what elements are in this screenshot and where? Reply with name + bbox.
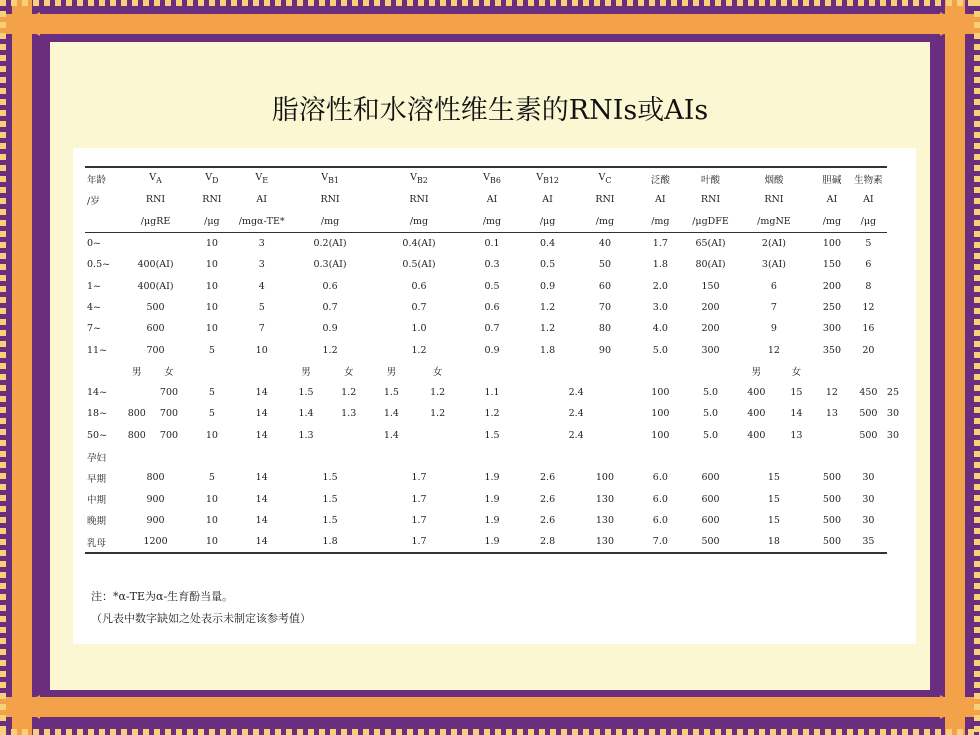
table-cell: 女 — [343, 367, 354, 379]
table-cell: $V_A$ — [123, 167, 187, 189]
table-row — [85, 510, 899, 531]
table-cell: RNI — [409, 194, 429, 206]
table-cell: 1200 — [123, 531, 187, 553]
table-cell: 900 — [146, 493, 165, 505]
table-cell: 60 — [598, 280, 611, 292]
table-cell: 200 — [822, 280, 841, 292]
table-cell: AI — [486, 194, 498, 206]
table-cell: 12 — [767, 344, 780, 356]
table-cell: AI — [863, 194, 874, 206]
table-cell: 7 — [770, 301, 777, 313]
table-cell: 15 — [767, 514, 780, 526]
table-cell: 1.7 — [411, 493, 427, 505]
table-cell: 1.2 — [411, 344, 427, 356]
table-cell: 0.9 — [484, 344, 500, 356]
table-cell: 700 — [159, 387, 179, 399]
table-cell: 100 — [651, 429, 670, 441]
table-cell — [325, 425, 373, 446]
table-cell: $V_D$ — [188, 167, 236, 189]
slide-title: 脂溶性和水溶性维生素的RNIs或AIs — [271, 95, 709, 126]
table-cell: /mg — [287, 211, 372, 233]
table-cell: 1.4 — [298, 408, 314, 420]
table-cell: 150 — [822, 259, 841, 271]
table-cell: /μg — [519, 211, 577, 233]
table-cell: 350 — [822, 344, 841, 356]
table-cell: $V_{B2}$ — [373, 167, 465, 189]
table-cell: 男 — [751, 367, 762, 379]
vitamin-rni-ai-table — [85, 166, 899, 554]
table-cell: 18~ — [87, 408, 108, 420]
table-cell: 400 — [747, 387, 766, 399]
frame-arrow-bottom-left — [18, 695, 40, 719]
table-cell — [188, 361, 236, 382]
table-cell: /mgα-TE* — [236, 211, 287, 233]
table-cell: 1.4 — [383, 429, 399, 441]
table-cell: 女 — [791, 367, 802, 379]
table-row — [85, 232, 899, 254]
table-cell: 400 — [747, 408, 766, 420]
frame-arrow-bottom-right — [940, 695, 962, 719]
table-cell: 5 — [208, 472, 215, 484]
table-cell: 1.5 — [322, 493, 338, 505]
table-cell: 50 — [598, 259, 611, 271]
table-row — [85, 275, 899, 296]
table-cell: RNI — [145, 194, 166, 206]
table-cell: 400(AI) — [137, 280, 174, 292]
frame-top-band — [0, 14, 980, 34]
table-cell: 0.5 — [484, 280, 500, 292]
table-cell: 男 — [386, 367, 397, 379]
table-cell — [236, 361, 287, 382]
table-cell: 5 — [208, 408, 215, 420]
table-cell: 10 — [205, 429, 218, 441]
table-cell: 15 — [767, 472, 780, 484]
table-row — [85, 425, 899, 446]
table-cell: 1.2 — [322, 344, 338, 356]
table-cell — [465, 361, 519, 382]
table-cell: 1.3 — [341, 408, 357, 420]
frame-arrow-top-right — [940, 12, 962, 36]
table-cell: 0.9 — [540, 280, 556, 292]
table-cell: 200 — [701, 323, 720, 335]
table-cell: 1.7 — [652, 238, 668, 250]
table-cell: 100 — [651, 387, 670, 399]
table-cell: 晚期 — [87, 516, 107, 528]
table-cell: 11~ — [87, 344, 108, 356]
table-cell: 1.5 — [484, 429, 500, 441]
table-cell: RNI — [700, 194, 721, 206]
table-cell: 450 — [859, 387, 878, 399]
table-row — [85, 254, 899, 275]
table-cell: 1.2 — [430, 408, 446, 420]
table-cell: 80(AI) — [695, 259, 726, 271]
table-cell — [814, 425, 850, 446]
pregnancy-section-row — [85, 446, 899, 467]
table-cell: 15 — [790, 387, 803, 399]
table-cell: 600 — [701, 493, 720, 505]
table-cell: 1.5 — [322, 472, 338, 484]
table-cell: /mg — [465, 211, 519, 233]
table-note-1: 注：*α-TE为α-生育酚当量。 — [91, 590, 234, 603]
table-cell: 30 — [862, 493, 875, 505]
table-cell: RNI — [595, 194, 615, 206]
table-cell — [576, 361, 633, 382]
table-cell: 400(AI) — [137, 259, 174, 271]
table-cell: 900 — [146, 514, 165, 526]
table-cell: 2.8 — [519, 531, 577, 553]
table-cell: 烟酸 — [734, 167, 814, 189]
frame-top-dots — [0, 0, 980, 6]
table-cell: 800 — [127, 408, 146, 420]
table-cell: $V_{B12}$ — [519, 167, 577, 189]
table-cell: 1.7 — [373, 531, 465, 553]
table-cell: 14 — [255, 472, 268, 484]
table-cell: 800 — [146, 472, 165, 484]
table-cell: 1.5 — [298, 387, 314, 399]
table-cell: 1.7 — [411, 514, 427, 526]
table-cell: 1.9 — [484, 514, 500, 526]
table-cell: 90 — [598, 344, 611, 356]
table-cell: 14 — [790, 408, 803, 420]
table-cell: 500 — [859, 408, 878, 420]
table-cell: 15 — [767, 493, 780, 505]
table-cell: 3(AI) — [761, 259, 786, 271]
table-cell: 7.0 — [634, 531, 688, 553]
table-cell: 1.2 — [430, 387, 446, 399]
table-cell: 1.8 — [652, 259, 668, 271]
vitamin-table-image — [73, 148, 916, 644]
table-cell: RNI — [320, 194, 340, 206]
table-cell: 0.5 — [540, 259, 556, 271]
table-row — [85, 318, 899, 339]
table-cell: /mgNE — [734, 211, 814, 233]
table-cell: 50~ — [87, 429, 108, 441]
table-cell: 乳母 — [85, 531, 123, 553]
table-cell: 0.7 — [322, 301, 338, 313]
table-cell: 500 — [146, 301, 165, 313]
table-cell: 600 — [146, 323, 165, 335]
table-cell: 叶酸 — [687, 167, 734, 189]
table-cell: 5 — [258, 301, 265, 313]
table-cell: $V_{B6}$ — [465, 167, 519, 189]
table-cell: 13 — [825, 408, 838, 420]
table-cell: $V_C$ — [576, 167, 633, 189]
table-cell: 1.0 — [411, 323, 427, 335]
table-cell — [519, 361, 577, 382]
table-cell: 12 — [862, 301, 875, 313]
table-cell: AI — [826, 194, 838, 206]
table-cell: 14 — [236, 531, 287, 553]
table-cell: 5 — [208, 387, 215, 399]
table-cell: 2.6 — [540, 514, 556, 526]
table-cell: 0.6 — [411, 280, 427, 292]
table-cell: AI — [655, 194, 666, 206]
table-cell: $V_{B1}$ — [287, 167, 372, 189]
table-cell: 700 — [146, 344, 165, 356]
table-cell: 10 — [255, 344, 268, 356]
table-cell: 500 — [687, 531, 734, 553]
table-note-2: （凡表中数字缺如之处表示未制定该参考值） — [91, 612, 311, 625]
table-cell: 600 — [701, 472, 720, 484]
frame-arrow-top-left — [18, 12, 40, 36]
table-cell: 1.2 — [484, 408, 500, 420]
table-cell — [410, 425, 465, 446]
table-cell: 800 — [127, 429, 146, 441]
table-cell: /岁 — [87, 195, 100, 207]
table-cell: 500 — [822, 472, 841, 484]
table-cell: 7~ — [87, 323, 102, 335]
table-row — [85, 467, 899, 488]
table-cell: 30 — [862, 514, 875, 526]
table-cell: 0~ — [87, 238, 102, 250]
table-cell: 1.5 — [322, 514, 338, 526]
table-cell: 6 — [865, 259, 872, 271]
table-cell: 女 — [432, 367, 443, 379]
table-cell: 1~ — [87, 280, 102, 292]
table-cell: 0.6 — [322, 280, 338, 292]
table-cell: AI — [542, 194, 553, 206]
table-cell: 1.2 — [341, 387, 357, 399]
table-cell: 2.6 — [540, 472, 556, 484]
table-cell: 0.5(AI) — [402, 259, 436, 271]
table-cell: /μgDFE — [687, 211, 734, 233]
table-cell: 1.8 — [287, 531, 372, 553]
table-cell: 10 — [205, 514, 218, 526]
table-cell: /mg — [373, 211, 465, 233]
table-cell: 5 — [865, 238, 872, 250]
table-cell: 130 — [576, 531, 633, 553]
table-cell: 100 — [595, 472, 615, 484]
table-cell: 150 — [701, 280, 720, 292]
table-cell: 6.0 — [652, 514, 668, 526]
table-cell: 0.7 — [411, 301, 427, 313]
table-cell: 6 — [770, 280, 777, 292]
table-cell: 130 — [595, 514, 615, 526]
table-cell: /mg — [576, 211, 633, 233]
frame-bottom-band — [0, 697, 980, 717]
table-cell: 生物素 — [850, 167, 887, 189]
table-header-row — [85, 211, 899, 233]
table-cell: 0.4 — [540, 238, 556, 250]
table-cell: 1.2 — [540, 301, 556, 313]
table-cell: 500 — [822, 493, 841, 505]
table-cell: 6.0 — [652, 493, 668, 505]
frame-bottom-dots — [0, 729, 980, 735]
table-cell: 18 — [734, 531, 814, 553]
table-cell — [85, 211, 123, 233]
table-cell: $V_E$ — [236, 167, 287, 189]
table-cell: 2.0 — [652, 280, 668, 292]
table-cell: 500 — [859, 429, 878, 441]
table-cell: 10 — [188, 531, 236, 553]
table-cell: 5.0 — [652, 344, 668, 356]
table-cell: /μg — [188, 211, 236, 233]
table-cell: 10 — [205, 323, 218, 335]
table-cell: 14 — [255, 408, 268, 420]
table-cell: 10 — [205, 493, 218, 505]
table-row — [85, 297, 899, 318]
pregnancy-label: 孕妇 — [87, 452, 107, 464]
table-cell: 400 — [747, 429, 766, 441]
table-row — [85, 531, 899, 553]
table-cell: 35 — [850, 531, 887, 553]
sex-label-row — [85, 361, 899, 382]
table-cell: 25 — [886, 387, 899, 399]
table-cell: 2.4 — [568, 387, 584, 399]
table-cell: 14 — [255, 514, 268, 526]
table-cell: 5.0 — [702, 408, 719, 420]
table-cell: 年龄 — [85, 167, 123, 189]
table-cell: 6.0 — [652, 472, 668, 484]
table-cell: 30 — [862, 472, 875, 484]
table-cell: 1.2 — [540, 323, 556, 335]
table-cell: 0.6 — [484, 301, 500, 313]
table-cell: 8 — [865, 280, 872, 292]
table-cell: 100 — [822, 238, 841, 250]
table-cell: 泛酸 — [634, 167, 688, 189]
table-header-row — [85, 167, 899, 189]
table-cell: 1.3 — [298, 429, 314, 441]
table-cell: /mg — [634, 211, 688, 233]
table-cell: 250 — [822, 301, 841, 313]
table-cell: 0.3 — [484, 259, 500, 271]
table-cell: 1.4 — [383, 408, 399, 420]
table-cell: 14 — [255, 493, 268, 505]
table-cell: 0.4(AI) — [402, 238, 436, 250]
table-cell — [634, 361, 688, 382]
table-cell: 3 — [258, 259, 265, 271]
table-cell: 700 — [159, 429, 179, 441]
table-cell — [814, 361, 850, 382]
table-cell: 30 — [886, 429, 899, 441]
table-cell: 3.0 — [652, 301, 668, 313]
table-cell: 0.9 — [322, 323, 338, 335]
table-row — [85, 382, 899, 403]
table-cell: 中期 — [87, 495, 107, 507]
table-cell: 12 — [825, 387, 838, 399]
table-cell: 2.4 — [568, 408, 584, 420]
table-cell: 2.6 — [540, 493, 556, 505]
table-cell: 10 — [205, 280, 218, 292]
table-cell: 2.4 — [568, 429, 584, 441]
table-cell: 0.2(AI) — [313, 238, 347, 250]
table-cell: RNI — [764, 194, 784, 206]
table-cell: 4 — [258, 280, 265, 292]
table-cell: 1.9 — [465, 531, 519, 553]
table-cell: 2(AI) — [761, 238, 786, 250]
table-cell: 100 — [651, 408, 670, 420]
table-cell: 40 — [598, 238, 611, 250]
table-cell: 3 — [258, 238, 265, 250]
table-cell: 1.8 — [540, 344, 556, 356]
table-cell: 5.0 — [702, 429, 719, 441]
table-cell — [687, 361, 734, 382]
table-cell — [850, 361, 887, 382]
table-row — [85, 488, 899, 509]
table-cell: 130 — [595, 493, 615, 505]
table-cell: /mg — [814, 211, 850, 233]
table-cell: 1.5 — [383, 387, 399, 399]
table-cell: 男 — [132, 367, 142, 379]
table-cell: 男 — [301, 367, 311, 379]
table-cell: 20 — [862, 344, 875, 356]
table-header-row — [85, 189, 899, 210]
table-cell: 80 — [598, 323, 611, 335]
table-cell — [123, 232, 187, 254]
table-cell: 10 — [205, 238, 218, 250]
table-cell: 30 — [886, 408, 899, 420]
table-cell: 65(AI) — [695, 238, 726, 250]
table-cell: 5 — [208, 344, 215, 356]
table-cell: 0.3(AI) — [313, 259, 347, 271]
table-cell: /μg — [850, 211, 887, 233]
table-cell: AI — [256, 194, 268, 206]
table-cell: 300 — [822, 323, 841, 335]
table-cell: 500 — [822, 514, 841, 526]
table-cell: 14 — [255, 429, 268, 441]
table-cell: 14~ — [87, 387, 108, 399]
table-cell — [85, 361, 123, 382]
table-cell: 4.0 — [652, 323, 668, 335]
table-cell: 10 — [205, 259, 218, 271]
table-cell: 10 — [205, 301, 218, 313]
table-cell: 胆碱 — [814, 167, 850, 189]
table-cell: 1.9 — [484, 493, 500, 505]
table-cell: 1.9 — [484, 472, 500, 484]
table-cell: 1.1 — [484, 387, 500, 399]
table-cell: 1.7 — [411, 472, 427, 484]
table-cell: 女 — [164, 367, 174, 379]
table-cell: 0.5~ — [87, 259, 111, 271]
table-row — [85, 339, 899, 360]
table-row — [85, 403, 899, 424]
table-cell: 200 — [701, 301, 720, 313]
table-cell: 5.0 — [702, 387, 719, 399]
table-cell — [123, 382, 150, 403]
table-cell: 13 — [790, 429, 803, 441]
table-cell: 4~ — [87, 301, 102, 313]
table-cell: 0.1 — [484, 238, 500, 250]
table-cell: /μgRE — [123, 211, 187, 233]
table-cell: 7 — [258, 323, 265, 335]
table-cell: 500 — [814, 531, 850, 553]
table-cell: 600 — [701, 514, 720, 526]
table-cell: 9 — [770, 323, 777, 335]
table-cell: 16 — [862, 323, 875, 335]
table-cell: 14 — [255, 387, 268, 399]
table-cell: 700 — [159, 408, 179, 420]
table-cell: 300 — [701, 344, 720, 356]
table-cell: 70 — [598, 301, 611, 313]
table-cell: 0.7 — [484, 323, 500, 335]
table-cell: RNI — [202, 194, 222, 206]
table-cell: 早期 — [87, 473, 107, 485]
